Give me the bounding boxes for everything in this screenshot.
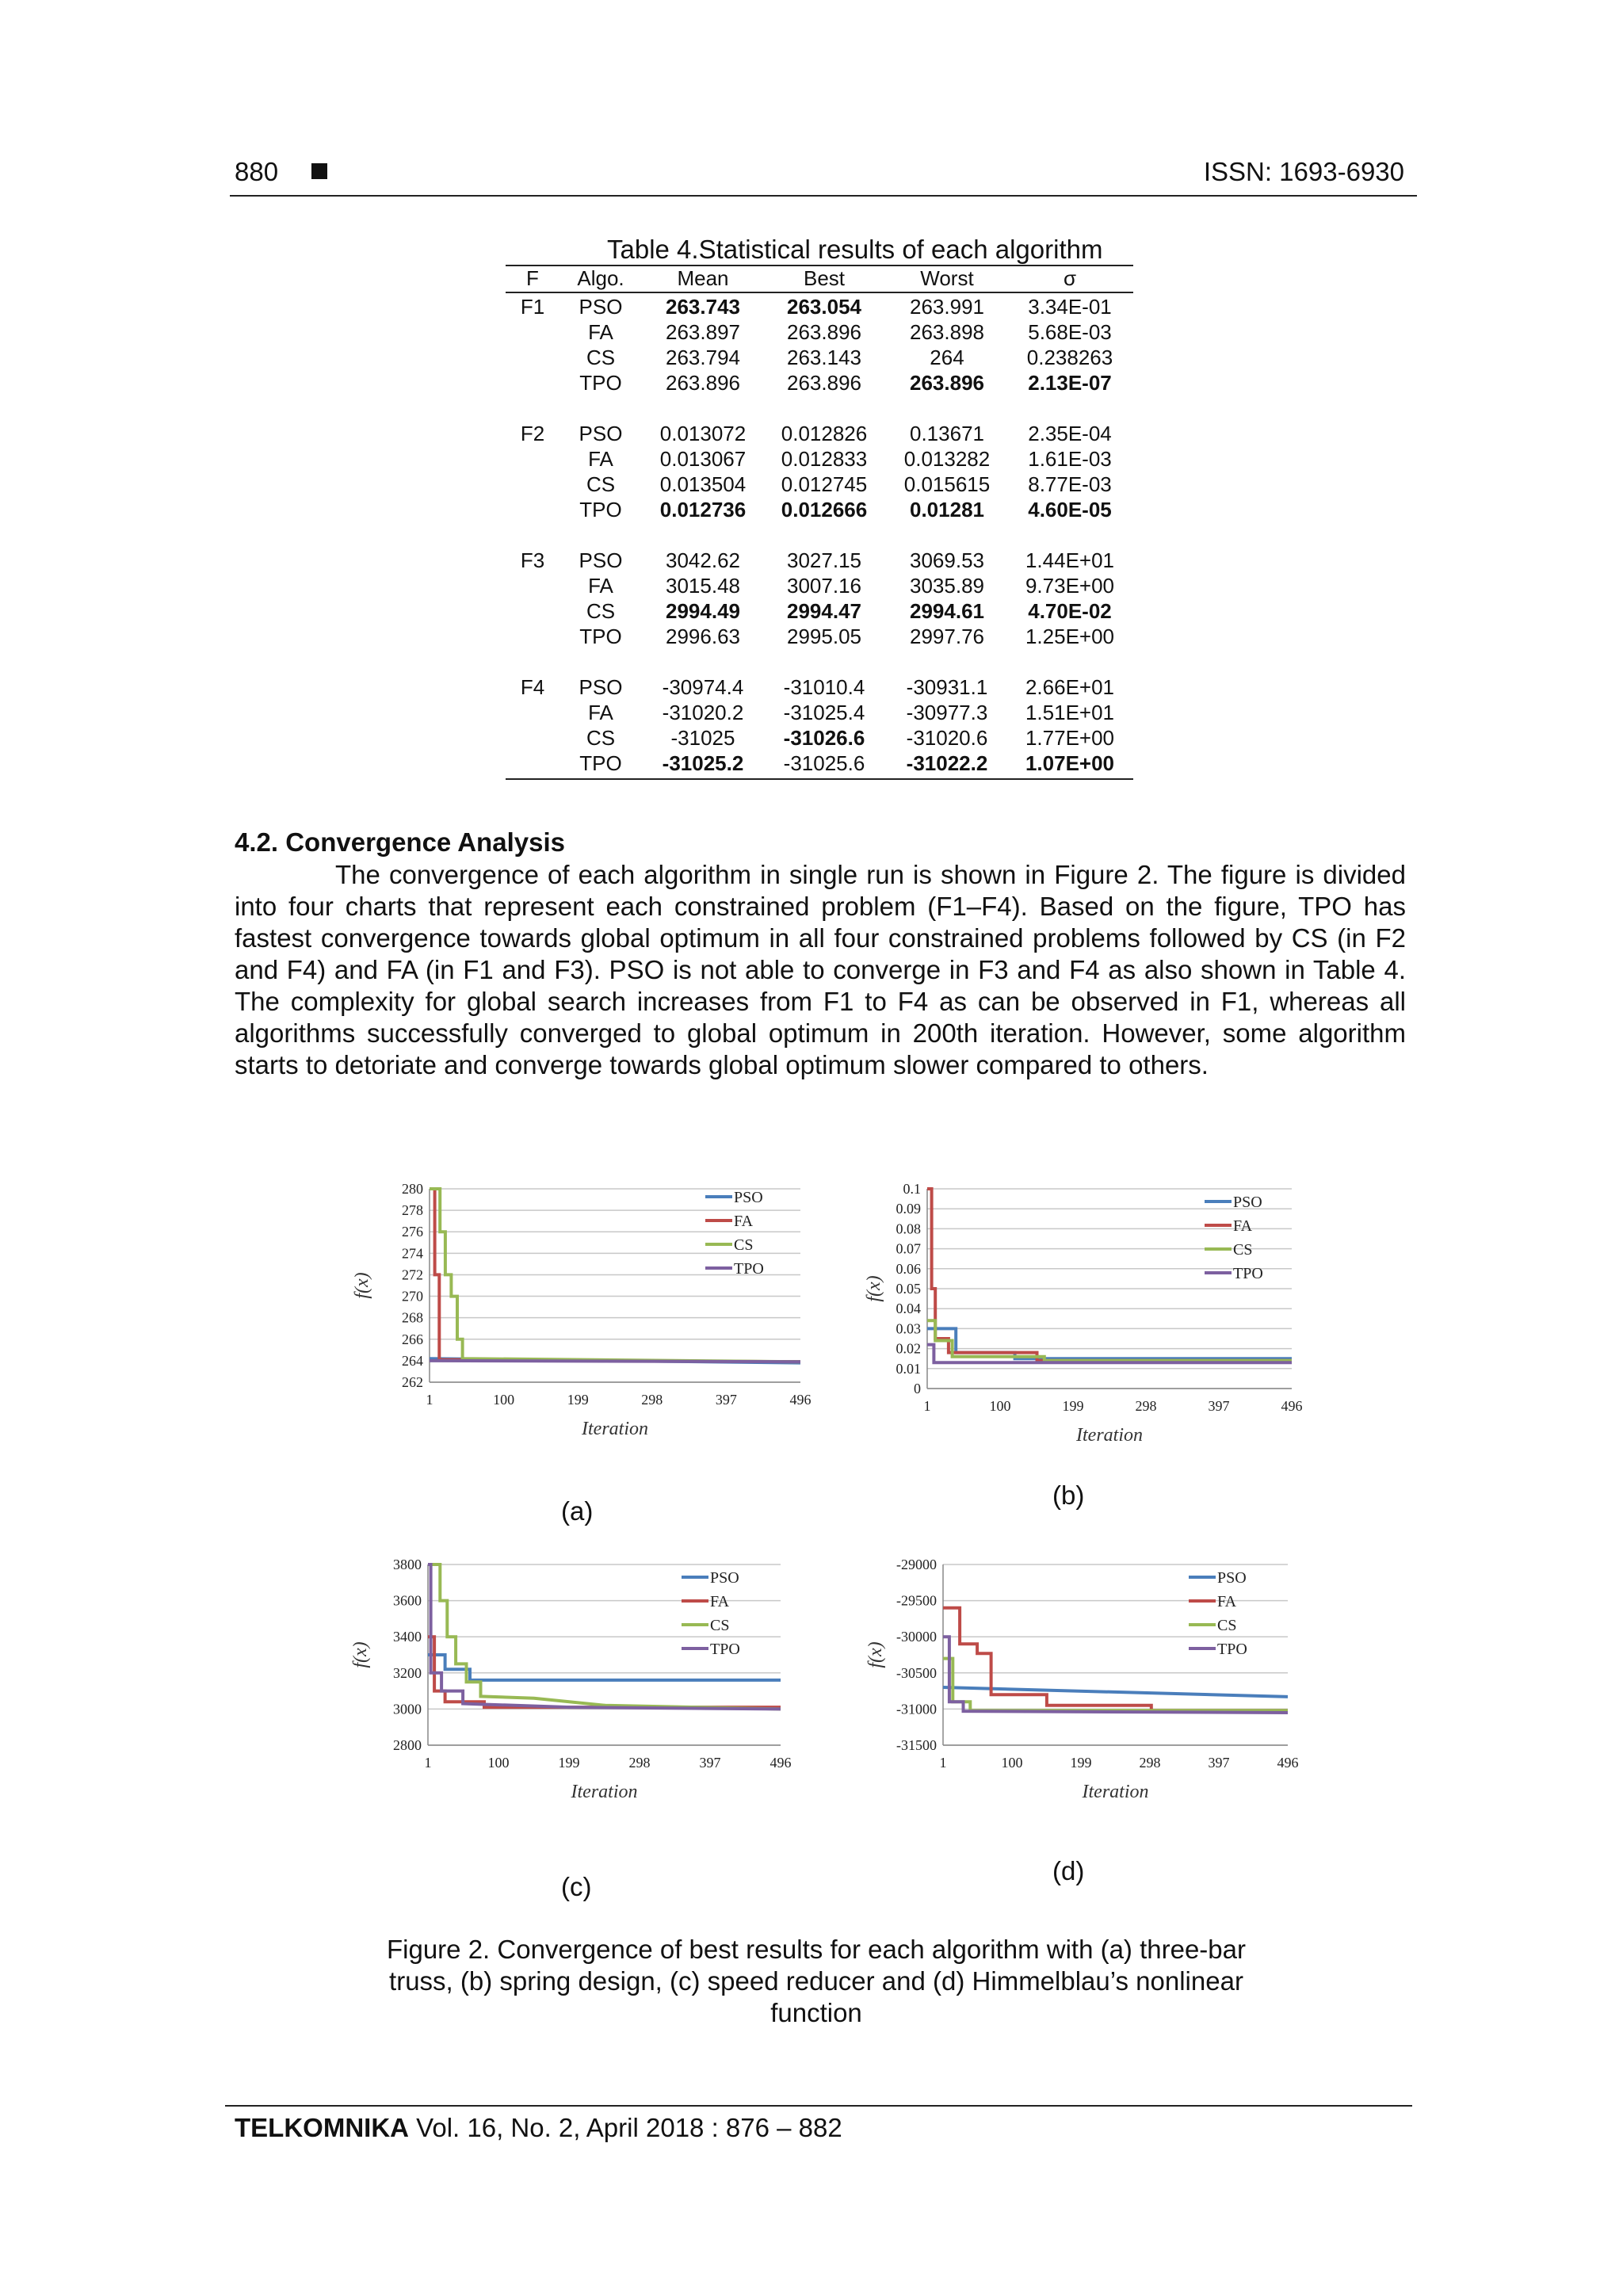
- table-header-rule: [506, 292, 1133, 293]
- y-tick-label: -30000: [896, 1629, 937, 1645]
- x-tick-label: 298: [641, 1392, 663, 1408]
- y-tick-label: 0.04: [896, 1301, 921, 1317]
- legend-label-cs: CS: [1233, 1241, 1253, 1259]
- x-tick-label: 298: [628, 1755, 651, 1771]
- table-caption: Table 4.Statistical results of each algorithm: [607, 235, 1103, 264]
- x-axis-title: Iteration: [571, 1782, 638, 1802]
- footer-rule: [225, 2105, 1412, 2107]
- table-cell-best: 0.012745: [781, 472, 868, 496]
- table-header-cell: Mean: [677, 266, 729, 290]
- chart-b: [864, 1173, 1308, 1490]
- legend-label-tpo: TPO: [1217, 1641, 1247, 1658]
- table-cell-sigma: 1.61E-03: [1028, 447, 1112, 471]
- series-line-pso: [428, 1655, 781, 1680]
- legend-label-fa: FA: [1233, 1217, 1253, 1235]
- table-cell-worst: 3035.89: [910, 574, 984, 598]
- table-cell-mean: 3042.62: [666, 548, 740, 572]
- table-cell-algo: TPO: [579, 371, 622, 395]
- x-tick-label: 100: [493, 1392, 515, 1408]
- y-tick-label: 270: [402, 1288, 423, 1305]
- table-cell-mean: 0.012736: [659, 498, 747, 521]
- table-cell-sigma: 9.73E+00: [1025, 574, 1115, 598]
- table-cell-best: 3027.15: [787, 548, 861, 572]
- table-cell-sigma: 3.34E-01: [1028, 295, 1112, 319]
- x-tick-label: 199: [558, 1755, 580, 1771]
- y-tick-label: 3000: [393, 1701, 422, 1717]
- table-cell-best: 0.012826: [781, 422, 868, 445]
- y-tick-label: 268: [402, 1309, 423, 1326]
- sublabel-b: (b): [1052, 1480, 1085, 1510]
- y-tick-label: 0.1: [903, 1181, 921, 1197]
- table-cell-worst: -30931.1: [906, 675, 988, 699]
- table-cell-best: 0.012666: [781, 498, 868, 521]
- table-cell-best: 3007.16: [787, 574, 861, 598]
- table-cell-worst: -30977.3: [906, 701, 988, 724]
- table-cell-best: 2994.47: [787, 599, 861, 623]
- x-tick-label: 199: [567, 1392, 589, 1408]
- sublabel-a: (a): [561, 1496, 594, 1526]
- table-header-cell: σ: [1063, 266, 1077, 290]
- table-cell-mean: -31025: [670, 726, 735, 750]
- table-cell-algo: CS: [586, 726, 616, 750]
- legend-label-tpo: TPO: [710, 1641, 740, 1658]
- figure-caption: Figure 2. Convergence of best results for each algorithm with (a) three-bar truss, (b) spring design, (c) speed reducer and (d) Himmelblau’s nonlinear function: [386, 1935, 1246, 2027]
- table-cell-mean: 263.896: [666, 371, 740, 395]
- table-cell-sigma: 0.238263: [1026, 346, 1113, 369]
- y-tick-label: -29000: [896, 1557, 937, 1572]
- table-cell-algo: FA: [588, 320, 613, 344]
- legend-label-pso: PSO: [710, 1569, 739, 1587]
- table-cell-sigma: 1.44E+01: [1025, 548, 1115, 572]
- table-cell-worst: 263.898: [910, 320, 984, 344]
- table-cell-best: -31025.4: [783, 701, 865, 724]
- y-tick-label: 0.03: [896, 1320, 921, 1337]
- x-tick-label: 1: [424, 1755, 432, 1771]
- sublabel-d: (d): [1052, 1856, 1085, 1885]
- legend-label-fa: FA: [1217, 1593, 1237, 1610]
- table-cell-best: 263.054: [787, 295, 861, 319]
- table-cell-best: 263.896: [787, 320, 861, 344]
- legend-label-tpo: TPO: [734, 1260, 764, 1278]
- legend-label-cs: CS: [734, 1236, 754, 1254]
- table-cell-mean: 0.013504: [659, 472, 747, 496]
- table-cell-best: 263.143: [787, 346, 861, 369]
- y-tick-label: 274: [402, 1245, 423, 1262]
- x-tick-label: 496: [1281, 1398, 1303, 1414]
- series-line-cs: [927, 1320, 1292, 1360]
- table-cell-best: -31026.6: [783, 726, 865, 750]
- legend-label-pso: PSO: [734, 1189, 763, 1206]
- legend-label-cs: CS: [1217, 1617, 1237, 1634]
- y-axis-title: f(x): [350, 1641, 371, 1668]
- x-tick-label: 100: [1001, 1755, 1023, 1771]
- table-cell-worst: 0.013282: [903, 447, 991, 471]
- table-cell-algo: CS: [586, 346, 616, 369]
- y-tick-label: 0: [914, 1381, 921, 1396]
- y-tick-label: -31000: [896, 1701, 937, 1717]
- table-cell-sigma: 8.77E-03: [1028, 472, 1112, 496]
- table-cell-algo: PSO: [579, 422, 623, 445]
- issn: ISSN: 1693-6930: [1203, 157, 1404, 186]
- table-cell-worst: 0.015615: [903, 472, 991, 496]
- table-cell-sigma: 4.70E-02: [1028, 599, 1112, 623]
- table-cell-algo: FA: [588, 447, 613, 471]
- y-tick-label: 0.01: [896, 1360, 921, 1377]
- y-axis-title: f(x): [864, 1275, 884, 1302]
- table-cell-mean: 3015.48: [666, 574, 740, 598]
- legend-label-pso: PSO: [1217, 1569, 1247, 1587]
- y-tick-label: 278: [402, 1202, 423, 1219]
- table-group-label: F1: [520, 295, 545, 319]
- table-group-label: F3: [520, 548, 545, 572]
- table-cell-mean: 2994.49: [666, 599, 740, 623]
- table-bottom-rule: [506, 778, 1133, 780]
- chart-d-svg: [856, 1553, 1308, 1847]
- y-tick-label: 262: [402, 1374, 423, 1390]
- table-cell-algo: TPO: [579, 625, 622, 648]
- y-tick-label: 0.07: [896, 1240, 921, 1257]
- x-tick-label: 397: [1208, 1398, 1230, 1414]
- x-tick-label: 199: [1062, 1398, 1084, 1414]
- table-cell-algo: PSO: [579, 295, 623, 319]
- x-axis-title: Iteration: [582, 1419, 648, 1439]
- y-tick-label: 3400: [393, 1629, 422, 1645]
- y-axis-title: f(x): [865, 1641, 886, 1668]
- x-tick-label: 1: [426, 1392, 433, 1408]
- table-cell-mean: 263.794: [666, 346, 740, 369]
- y-tick-label: -29500: [896, 1592, 937, 1609]
- y-tick-label: 272: [402, 1266, 423, 1283]
- table-cell-sigma: 1.25E+00: [1025, 625, 1115, 648]
- table-cell-algo: TPO: [579, 751, 622, 775]
- table-cell-worst: 3069.53: [910, 548, 984, 572]
- x-tick-label: 298: [1135, 1398, 1157, 1414]
- y-tick-label: 280: [402, 1181, 423, 1197]
- table-cell-worst: 2994.61: [910, 599, 984, 623]
- table-cell-worst: 0.13671: [910, 422, 984, 445]
- footer-details: Vol. 16, No. 2, April 2018 : 876 – 882: [416, 2113, 842, 2142]
- table-cell-sigma: 1.51E+01: [1025, 701, 1115, 724]
- table-cell-sigma: 4.60E-05: [1028, 498, 1112, 521]
- table-cell-mean: 263.897: [666, 320, 740, 344]
- x-tick-label: 298: [1139, 1755, 1161, 1771]
- legend-label-tpo: TPO: [1233, 1265, 1263, 1282]
- table-header-cell: Algo.: [577, 266, 624, 290]
- chart-c: [333, 1553, 808, 1847]
- table-cell-algo: CS: [586, 472, 616, 496]
- table-cell-sigma: 2.66E+01: [1025, 675, 1115, 699]
- y-tick-label: 0.05: [896, 1281, 921, 1297]
- header-square-icon: [311, 163, 327, 179]
- y-tick-label: 3800: [393, 1557, 422, 1572]
- sublabel-c: (c): [561, 1872, 592, 1901]
- table-cell-best: 2995.05: [787, 625, 861, 648]
- section-paragraph: The convergence of each algorithm in single run is shown in Figure 2. The figure is divided into four charts that represent each constrained problem (F1–F4). Based on the figure, TPO has fastest convergence towards global optimum in all four constrained problems followed by CS (in F2 and F4) and FA (in F1 and F3). PSO is not able to converge in F3 and F4 as also shown in Table 4. The complexity for global search increases from F1 to F4 as can be observed in F1, whereas all algorithms successfully converged to global optimum in 200th iteration. However, some algorithm starts to detoriate and converge towards global optimum slower compared to others.: [235, 860, 1406, 1079]
- y-tick-label: 0.06: [896, 1260, 921, 1277]
- legend-label-fa: FA: [734, 1213, 754, 1230]
- table-cell-best: -31025.6: [783, 751, 865, 775]
- table-cell-algo: FA: [588, 701, 613, 724]
- y-tick-label: 264: [402, 1352, 423, 1369]
- table-cell-best: -31010.4: [783, 675, 865, 699]
- y-tick-label: -30500: [896, 1664, 937, 1681]
- page-number: 880: [235, 157, 279, 186]
- x-tick-label: 397: [715, 1392, 737, 1408]
- table-cell-algo: FA: [588, 574, 613, 598]
- footer-journal: TELKOMNIKA: [235, 2113, 409, 2142]
- table-cell-worst: -31022.2: [906, 751, 988, 775]
- table-cell-mean: -30974.4: [662, 675, 744, 699]
- table-cell-worst: -31020.6: [906, 726, 988, 750]
- table-cell-worst: 264: [930, 346, 964, 369]
- chart-d: [856, 1553, 1308, 1847]
- chart-a: [333, 1173, 824, 1490]
- y-tick-label: 266: [402, 1331, 423, 1347]
- y-tick-label: 2800: [393, 1737, 422, 1753]
- y-tick-label: 276: [402, 1224, 423, 1240]
- x-tick-label: 1: [923, 1398, 931, 1414]
- series-line-cs: [943, 1659, 1288, 1711]
- chart-b-svg: [864, 1173, 1308, 1490]
- table-cell-best: 0.012833: [781, 447, 868, 471]
- table-cell-mean: 0.013072: [659, 422, 747, 445]
- table-cell-algo: PSO: [579, 548, 623, 572]
- chart-c-svg: [333, 1553, 808, 1847]
- x-axis-title: Iteration: [1076, 1425, 1143, 1446]
- y-axis-title: f(x): [352, 1272, 372, 1299]
- table-group-label: F4: [520, 675, 545, 699]
- table-cell-algo: PSO: [579, 675, 623, 699]
- legend-label-pso: PSO: [1233, 1194, 1262, 1211]
- table-cell-worst: 2997.76: [910, 625, 984, 648]
- table-cell-algo: CS: [586, 599, 616, 623]
- y-tick-label: 3200: [393, 1664, 422, 1681]
- y-tick-label: 0.02: [896, 1340, 921, 1357]
- table-cell-sigma: 2.35E-04: [1028, 422, 1112, 445]
- table-cell-worst: 0.01281: [910, 498, 984, 521]
- table-cell-worst: 263.896: [910, 371, 984, 395]
- series-line-tpo: [430, 1361, 800, 1362]
- legend-label-cs: CS: [710, 1617, 730, 1634]
- footer: [235, 2113, 842, 2143]
- table-cell-worst: 263.991: [910, 295, 984, 319]
- y-tick-label: 0.08: [896, 1221, 921, 1237]
- table-cell-mean: 2996.63: [666, 625, 740, 648]
- table-cell-sigma: 2.13E-07: [1028, 371, 1112, 395]
- table-cell-mean: -31025.2: [662, 751, 744, 775]
- x-tick-label: 100: [487, 1755, 510, 1771]
- table-cell-mean: 263.743: [666, 295, 740, 319]
- table-header-cell: Best: [803, 266, 846, 290]
- x-tick-label: 1: [939, 1755, 947, 1771]
- table-header-cell: F: [526, 266, 539, 290]
- table-cell-sigma: 5.68E-03: [1028, 320, 1112, 344]
- y-tick-label: -31500: [896, 1737, 937, 1753]
- x-tick-label: 199: [1070, 1755, 1092, 1771]
- legend-label-fa: FA: [710, 1593, 730, 1610]
- x-tick-label: 496: [789, 1392, 812, 1408]
- table-header-cell: Worst: [920, 266, 974, 290]
- x-tick-label: 397: [1208, 1755, 1230, 1771]
- table-cell-sigma: 1.07E+00: [1025, 751, 1115, 775]
- x-tick-label: 100: [989, 1398, 1011, 1414]
- x-tick-label: 496: [769, 1755, 792, 1771]
- table-cell-best: 263.896: [787, 371, 861, 395]
- y-tick-label: 0.09: [896, 1201, 921, 1217]
- header-rule: [230, 195, 1417, 197]
- table-cell-mean: -31020.2: [662, 701, 744, 724]
- x-tick-label: 397: [699, 1755, 721, 1771]
- section-title: 4.2. Convergence Analysis: [235, 827, 565, 857]
- chart-a-svg: [333, 1173, 824, 1490]
- table-cell-algo: TPO: [579, 498, 622, 521]
- table-cell-mean: 0.013067: [659, 447, 747, 471]
- y-tick-label: 3600: [393, 1592, 422, 1609]
- x-tick-label: 496: [1277, 1755, 1299, 1771]
- x-axis-title: Iteration: [1082, 1782, 1149, 1802]
- table-group-label: F2: [520, 422, 545, 445]
- table-cell-sigma: 1.77E+00: [1025, 726, 1115, 750]
